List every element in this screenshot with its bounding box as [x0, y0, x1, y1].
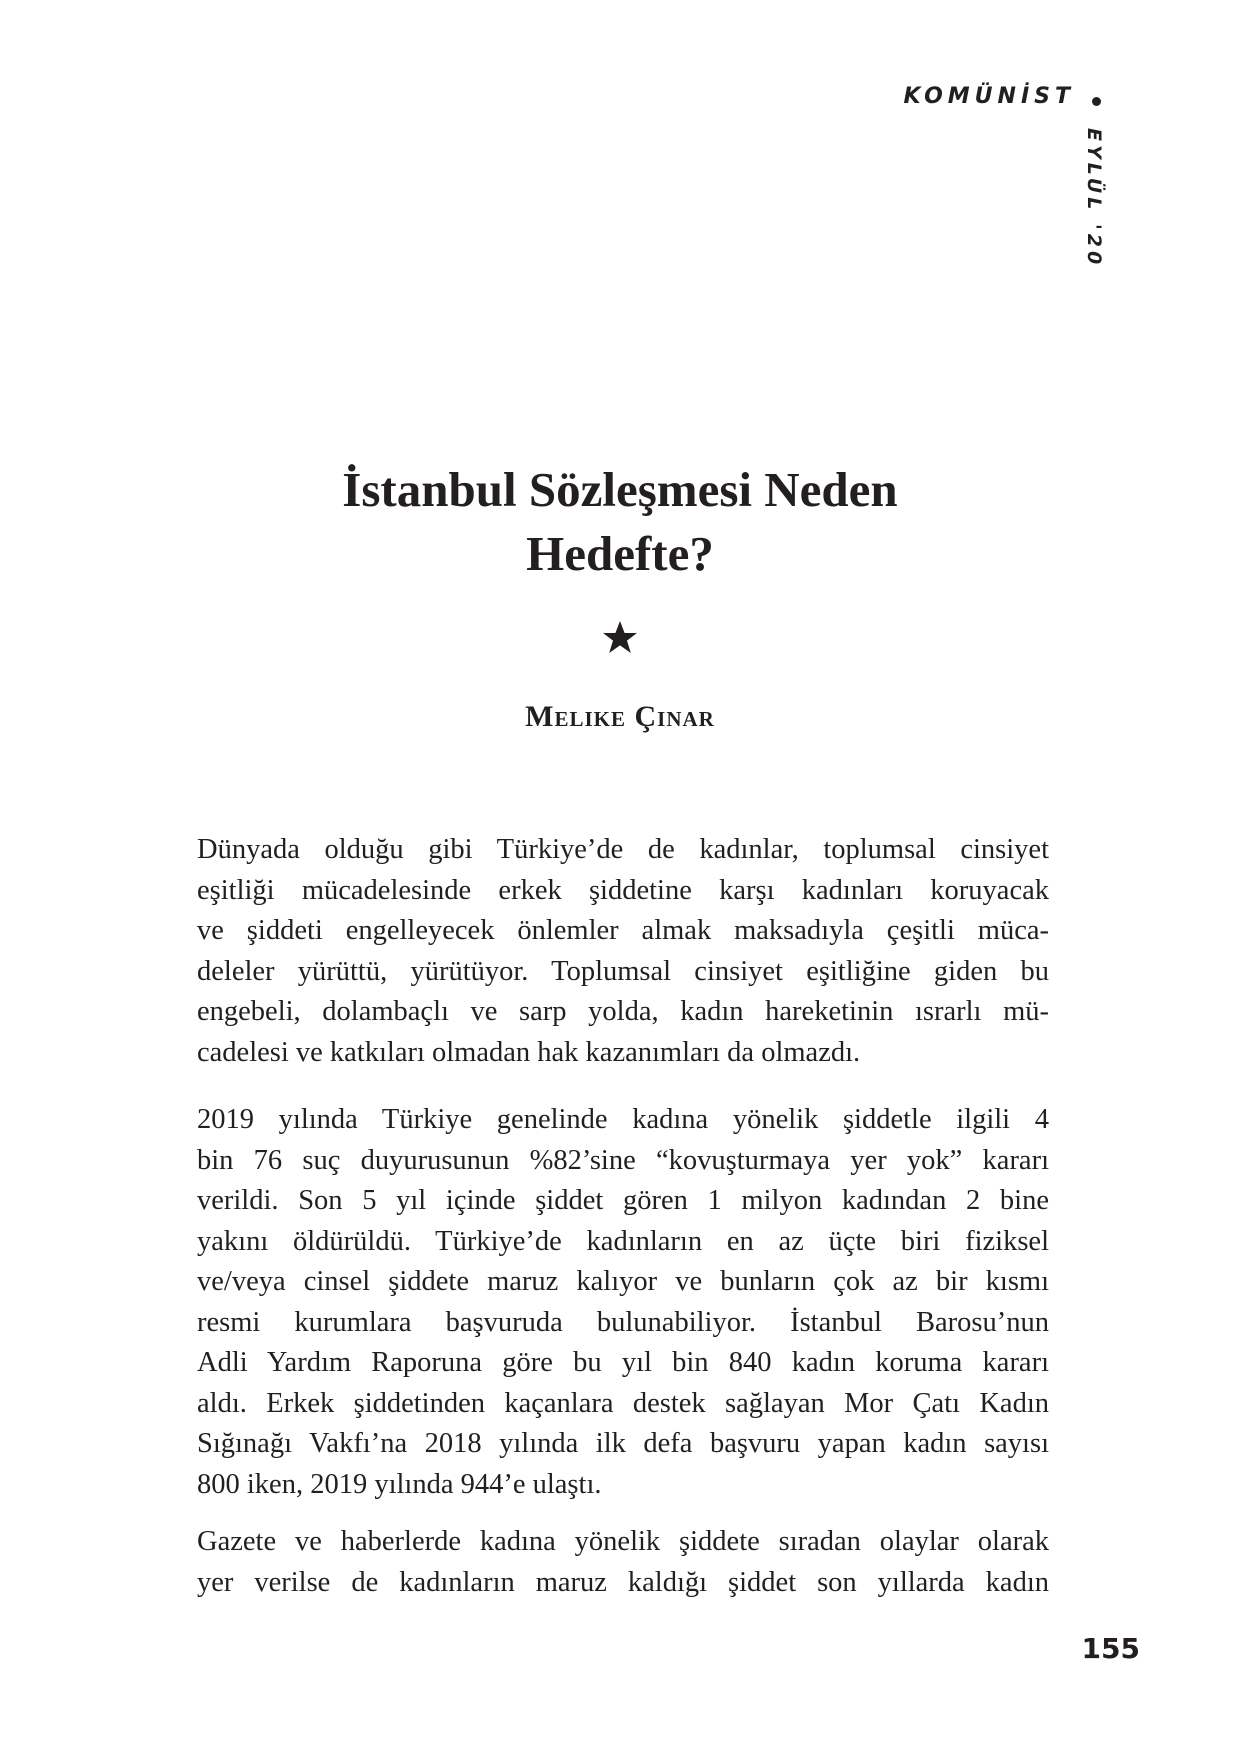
text-line: Dünyada olduğu gibi Türkiye’de de kadınlar, toplumsal cinsiyet [197, 834, 1049, 865]
text-line: Sığınağı Vakfı’na 2018 yılında ilk defa başvuru yapan kadın sayısı [197, 1428, 1049, 1459]
paragraph [197, 1522, 1049, 1603]
text-line: eşitliği mücadelesinde erkek şiddetine karşı kadınları koruyacak [197, 874, 1049, 906]
paragraph [197, 830, 1049, 1073]
text-line: verildi. Son 5 yıl içinde şiddet gören 1 milyon kadından 2 bine [197, 1185, 1049, 1216]
text-line: yakını öldürüldü. Türkiye’de kadınların en az üçte biri fiziksel [197, 1225, 1049, 1257]
text-line: bin 76 suç duyurusunun %82’sine “kovuşturmaya yer yok” kararı [197, 1144, 1049, 1176]
text-line: ve/veya cinsel şiddete maruz kalıyor ve bunların çok az bir kısmı [197, 1266, 1049, 1297]
magazine-name: KOMÜNİST [903, 84, 1075, 109]
title-line: Hedefte? [526, 526, 714, 581]
text-line: resmi kurumlara başvuruda bulunabiliyor. İstanbul Barosu’nun [197, 1306, 1049, 1338]
text-line: deleler yürüttü, yürütüyor. Toplumsal cinsiyet eşitliğine giden bu [197, 955, 1049, 987]
author-name: Melike Çınar [525, 700, 715, 733]
paragraph [197, 1100, 1049, 1505]
text-line: ve şiddeti engelleyecek önlemler almak maksadıyla çeşitli müca- [197, 915, 1049, 946]
star-icon [600, 618, 640, 658]
text-line: engebeli, dolambaçlı ve sarp yolda, kadın hareketinin ısrarlı mü- [197, 996, 1049, 1027]
title-line: İstanbul Sözleşmesi Neden [342, 462, 898, 517]
text-line: aldı. Erkek şiddetinden kaçanlara destek sağlayan Mor Çatı Kadın [197, 1387, 1049, 1419]
text-line: Gazete ve haberlerde kadına yönelik şiddete sıradan olaylar olarak [197, 1526, 1049, 1557]
text-line: cadelesi ve katkıları olmadan hak kazanımları da olmazdı. [197, 1036, 861, 1068]
text-line: Adli Yardım Raporuna göre bu yıl bin 840 kadın koruma kararı [197, 1347, 1049, 1378]
bullet-dot-icon [1092, 97, 1101, 106]
text-line: 2019 yılında Türkiye genelinde kadına yönelik şiddetle ilgili 4 [197, 1104, 1049, 1135]
text-line: 800 iken, 2019 yılında 944’e ulaştı. [197, 1468, 602, 1500]
text-line: yer verilse de kadınların maruz kaldığı şiddet son yıllarda kadın [197, 1566, 1049, 1598]
page-number: 155 [1081, 1632, 1140, 1665]
issue-date: EYLÜL '20 [1083, 128, 1105, 269]
article-title [180, 458, 1060, 586]
